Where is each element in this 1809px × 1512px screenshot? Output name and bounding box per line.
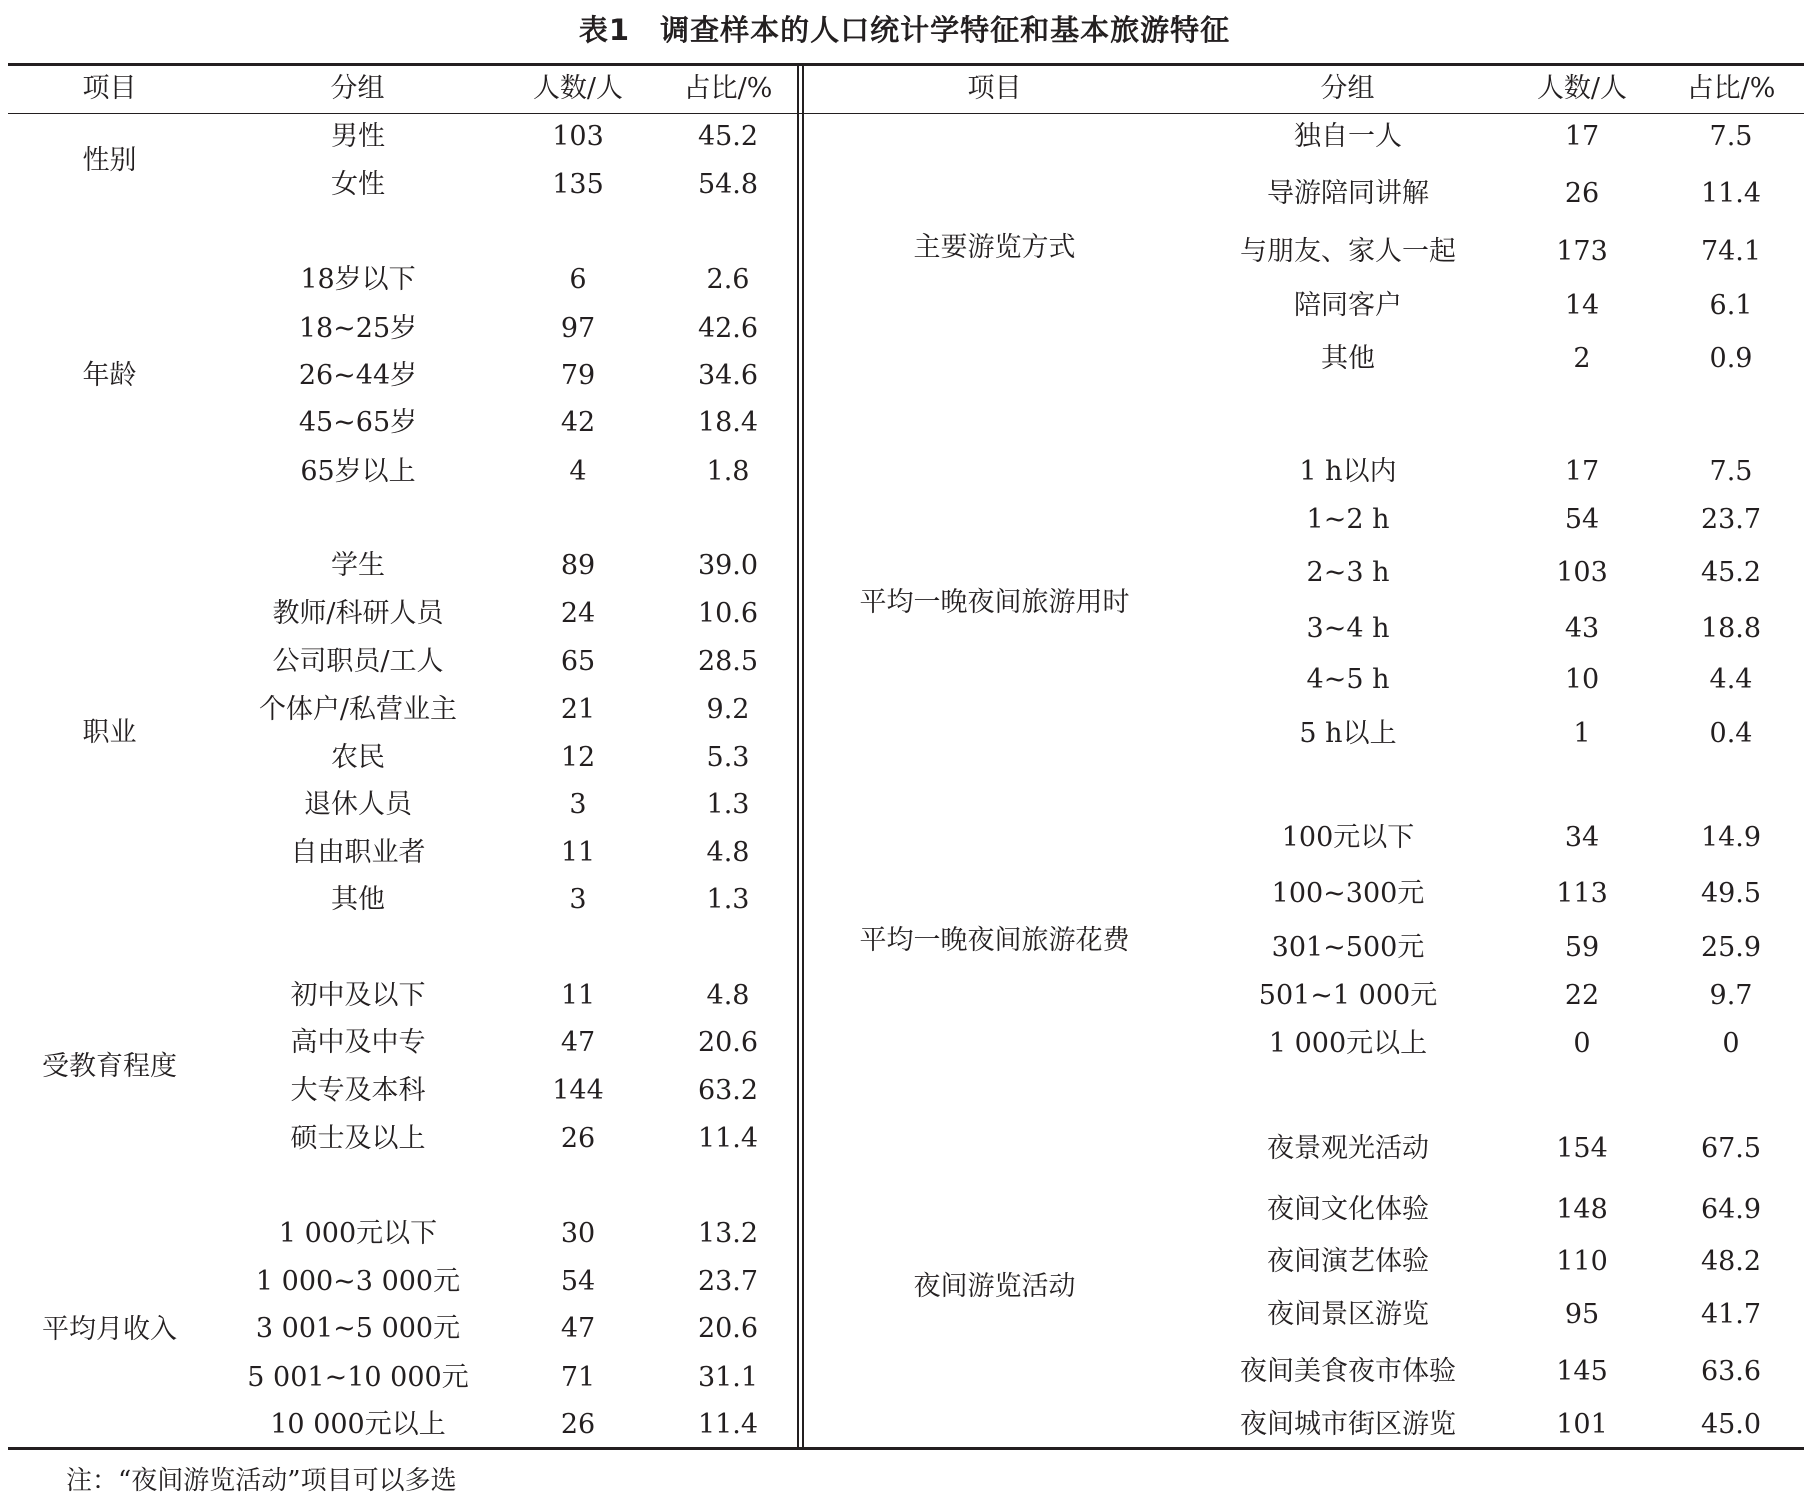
bottom-rule bbox=[8, 1447, 1804, 1450]
column-header-count: 人数/人 bbox=[532, 73, 624, 104]
percent-cell: 0.4 bbox=[1709, 718, 1753, 749]
percent-cell: 4.8 bbox=[706, 980, 750, 1011]
percent-cell: 18.4 bbox=[697, 407, 759, 438]
count-cell: 3 bbox=[569, 884, 587, 915]
group-cell: 26~44岁 bbox=[298, 360, 418, 391]
group-cell: 高中及中专 bbox=[290, 1027, 426, 1058]
count-cell: 47 bbox=[560, 1027, 596, 1058]
percent-cell: 63.6 bbox=[1700, 1356, 1762, 1387]
count-cell: 154 bbox=[1556, 1133, 1608, 1164]
group-cell: 100~300元 bbox=[1271, 878, 1425, 909]
percent-cell: 1.3 bbox=[706, 789, 750, 820]
count-cell: 2 bbox=[1573, 343, 1591, 374]
percent-cell: 74.1 bbox=[1700, 236, 1762, 267]
percent-cell: 13.2 bbox=[697, 1218, 759, 1249]
group-cell: 1 000~3 000元 bbox=[255, 1266, 461, 1297]
count-cell: 95 bbox=[1564, 1299, 1600, 1330]
group-cell: 退休人员 bbox=[304, 789, 412, 820]
group-cell: 65岁以上 bbox=[300, 456, 416, 487]
group-cell: 导游陪同讲解 bbox=[1267, 178, 1429, 209]
percent-cell: 1.8 bbox=[706, 456, 750, 487]
count-cell: 110 bbox=[1556, 1246, 1608, 1277]
group-cell: 夜间文化体验 bbox=[1267, 1194, 1429, 1225]
percent-cell: 25.9 bbox=[1700, 932, 1762, 963]
group-cell: 女性 bbox=[331, 169, 385, 200]
count-cell: 135 bbox=[552, 169, 604, 200]
percent-cell: 0 bbox=[1722, 1028, 1740, 1059]
count-cell: 103 bbox=[1556, 557, 1608, 588]
percent-cell: 42.6 bbox=[697, 313, 759, 344]
percent-cell: 9.7 bbox=[1709, 980, 1753, 1011]
group-cell: 其他 bbox=[331, 884, 385, 915]
count-cell: 54 bbox=[560, 1266, 596, 1297]
group-cell: 501~1 000元 bbox=[1258, 980, 1438, 1011]
percent-cell: 18.8 bbox=[1700, 613, 1762, 644]
count-cell: 26 bbox=[1564, 178, 1600, 209]
count-cell: 26 bbox=[560, 1409, 596, 1440]
group-cell: 10 000元以上 bbox=[270, 1409, 446, 1440]
group-cell: 夜间城市街区游览 bbox=[1240, 1409, 1456, 1440]
column-header-group: 分组 bbox=[1320, 73, 1375, 104]
percent-cell: 9.2 bbox=[706, 694, 750, 725]
group-cell: 自由职业者 bbox=[290, 837, 426, 868]
count-cell: 148 bbox=[1556, 1194, 1608, 1225]
percent-cell: 10.6 bbox=[697, 598, 759, 629]
count-cell: 173 bbox=[1556, 236, 1608, 267]
count-cell: 71 bbox=[560, 1362, 596, 1393]
count-cell: 113 bbox=[1556, 878, 1608, 909]
group-cell: 陪同客户 bbox=[1294, 290, 1402, 321]
percent-cell: 34.6 bbox=[697, 360, 759, 391]
group-cell: 夜间美食夜市体验 bbox=[1240, 1356, 1456, 1387]
percent-cell: 45.0 bbox=[1700, 1409, 1762, 1440]
group-cell: 硕士及以上 bbox=[290, 1123, 426, 1154]
group-cell: 5 h以上 bbox=[1299, 718, 1397, 749]
table-title: 表1 调查样本的人口统计学特征和基本旅游特征 bbox=[578, 13, 1231, 47]
count-cell: 42 bbox=[560, 407, 596, 438]
group-cell: 公司职员/工人 bbox=[272, 646, 444, 677]
percent-cell: 4.4 bbox=[1709, 664, 1753, 695]
group-cell: 夜间景区游览 bbox=[1267, 1299, 1429, 1330]
count-cell: 144 bbox=[552, 1075, 604, 1106]
count-cell: 24 bbox=[560, 598, 596, 629]
category-label: 平均月收入 bbox=[42, 1314, 177, 1345]
count-cell: 17 bbox=[1564, 121, 1600, 152]
count-cell: 1 bbox=[1573, 718, 1591, 749]
category-label: 受教育程度 bbox=[42, 1051, 177, 1082]
percent-cell: 67.5 bbox=[1700, 1133, 1762, 1164]
column-header-group: 分组 bbox=[330, 73, 385, 104]
count-cell: 21 bbox=[560, 694, 596, 725]
count-cell: 47 bbox=[560, 1313, 596, 1344]
count-cell: 14 bbox=[1564, 290, 1600, 321]
group-cell: 大专及本科 bbox=[290, 1075, 426, 1106]
percent-cell: 45.2 bbox=[1700, 557, 1762, 588]
count-cell: 89 bbox=[560, 550, 596, 581]
count-cell: 10 bbox=[1564, 664, 1600, 695]
group-cell: 1 000元以上 bbox=[1268, 1028, 1428, 1059]
group-cell: 教师/科研人员 bbox=[272, 598, 444, 629]
group-cell: 其他 bbox=[1321, 343, 1375, 374]
percent-cell: 54.8 bbox=[697, 169, 759, 200]
percent-cell: 23.7 bbox=[697, 1266, 759, 1297]
count-cell: 65 bbox=[560, 646, 596, 677]
percent-cell: 20.6 bbox=[697, 1313, 759, 1344]
group-cell: 1 000元以下 bbox=[278, 1218, 438, 1249]
group-cell: 夜景观光活动 bbox=[1267, 1133, 1429, 1164]
group-cell: 夜间演艺体验 bbox=[1267, 1246, 1429, 1277]
count-cell: 101 bbox=[1556, 1409, 1608, 1440]
count-cell: 145 bbox=[1556, 1356, 1608, 1387]
count-cell: 43 bbox=[1564, 613, 1600, 644]
percent-cell: 14.9 bbox=[1700, 822, 1762, 853]
count-cell: 17 bbox=[1564, 456, 1600, 487]
count-cell: 11 bbox=[560, 980, 596, 1011]
percent-cell: 11.4 bbox=[697, 1123, 759, 1154]
top-rule bbox=[8, 63, 1804, 66]
group-cell: 个体户/私营业主 bbox=[258, 694, 458, 725]
percent-cell: 20.6 bbox=[697, 1027, 759, 1058]
percent-cell: 64.9 bbox=[1700, 1194, 1762, 1225]
percent-cell: 31.1 bbox=[697, 1362, 759, 1393]
group-cell: 学生 bbox=[331, 550, 385, 581]
percent-cell: 49.5 bbox=[1700, 878, 1762, 909]
group-cell: 301~500元 bbox=[1271, 932, 1425, 963]
percent-cell: 45.2 bbox=[697, 121, 759, 152]
group-cell: 初中及以下 bbox=[290, 980, 426, 1011]
percent-cell: 28.5 bbox=[697, 646, 759, 677]
group-cell: 与朋友、家人一起 bbox=[1240, 236, 1456, 267]
column-header-item: 项目 bbox=[82, 73, 137, 104]
group-cell: 100元以下 bbox=[1281, 822, 1415, 853]
count-cell: 97 bbox=[560, 313, 596, 344]
group-cell: 45~65岁 bbox=[298, 407, 418, 438]
percent-cell: 63.2 bbox=[697, 1075, 759, 1106]
count-cell: 26 bbox=[560, 1123, 596, 1154]
column-header-item: 项目 bbox=[967, 73, 1022, 104]
percent-cell: 48.2 bbox=[1700, 1246, 1762, 1277]
group-cell: 男性 bbox=[331, 121, 385, 152]
percent-cell: 1.3 bbox=[706, 884, 750, 915]
group-cell: 1~2 h bbox=[1306, 504, 1390, 535]
group-cell: 2~3 h bbox=[1306, 557, 1390, 588]
count-cell: 54 bbox=[1564, 504, 1600, 535]
count-cell: 34 bbox=[1564, 822, 1600, 853]
percent-cell: 41.7 bbox=[1700, 1299, 1762, 1330]
group-cell: 农民 bbox=[331, 742, 385, 773]
group-cell: 3 001~5 000元 bbox=[255, 1313, 461, 1344]
category-label: 年龄 bbox=[82, 360, 137, 391]
percent-cell: 11.4 bbox=[1700, 178, 1762, 209]
count-cell: 0 bbox=[1573, 1028, 1591, 1059]
percent-cell: 2.6 bbox=[706, 264, 750, 295]
column-header-count: 人数/人 bbox=[1536, 73, 1628, 104]
count-cell: 6 bbox=[569, 264, 587, 295]
count-cell: 30 bbox=[560, 1218, 596, 1249]
group-cell: 独自一人 bbox=[1294, 121, 1402, 152]
column-header-pct: 占比/% bbox=[1686, 73, 1776, 104]
category-label: 夜间游览活动 bbox=[913, 1271, 1076, 1302]
percent-cell: 23.7 bbox=[1700, 504, 1762, 535]
count-cell: 12 bbox=[560, 742, 596, 773]
group-cell: 18~25岁 bbox=[298, 313, 418, 344]
table-note: 注：“夜间游览活动”项目可以多选 bbox=[66, 1466, 457, 1496]
category-label: 职业 bbox=[82, 717, 137, 748]
category-label: 平均一晚夜间旅游花费 bbox=[859, 925, 1130, 956]
group-cell: 18岁以下 bbox=[300, 264, 416, 295]
percent-cell: 4.8 bbox=[706, 837, 750, 868]
percent-cell: 39.0 bbox=[697, 550, 759, 581]
count-cell: 11 bbox=[560, 837, 596, 868]
count-cell: 103 bbox=[552, 121, 604, 152]
header-rule bbox=[8, 113, 1804, 114]
count-cell: 3 bbox=[569, 789, 587, 820]
category-label: 平均一晚夜间旅游用时 bbox=[859, 587, 1130, 618]
count-cell: 79 bbox=[560, 360, 596, 391]
category-label: 性别 bbox=[82, 145, 137, 176]
category-label: 主要游览方式 bbox=[913, 232, 1076, 263]
percent-cell: 7.5 bbox=[1709, 121, 1753, 152]
count-cell: 22 bbox=[1564, 980, 1600, 1011]
count-cell: 4 bbox=[569, 456, 587, 487]
percent-cell: 11.4 bbox=[697, 1409, 759, 1440]
percent-cell: 0.9 bbox=[1709, 343, 1753, 374]
group-cell: 4~5 h bbox=[1306, 664, 1390, 695]
percent-cell: 7.5 bbox=[1709, 456, 1753, 487]
group-cell: 5 001~10 000元 bbox=[247, 1362, 469, 1393]
group-cell: 1 h以内 bbox=[1299, 456, 1397, 487]
percent-cell: 5.3 bbox=[706, 742, 750, 773]
percent-cell: 6.1 bbox=[1709, 290, 1753, 321]
group-cell: 3~4 h bbox=[1306, 613, 1390, 644]
count-cell: 59 bbox=[1564, 932, 1600, 963]
column-header-pct: 占比/% bbox=[683, 73, 773, 104]
